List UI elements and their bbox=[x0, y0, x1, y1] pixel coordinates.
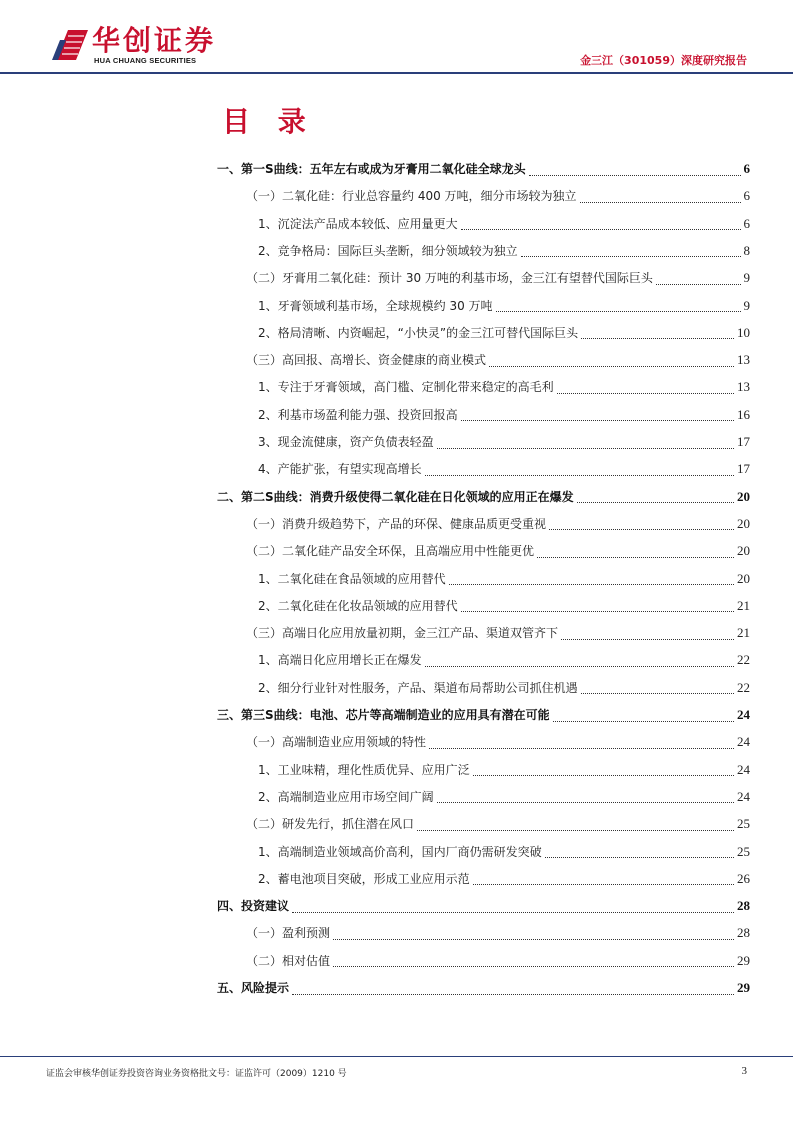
report-title: 金三江（301059）深度研究报告 bbox=[580, 54, 747, 67]
toc-entry-page: 20 bbox=[737, 488, 750, 504]
toc-entry[interactable] bbox=[246, 624, 750, 646]
toc-entry[interactable] bbox=[246, 542, 750, 564]
toc-entry-page: 26 bbox=[737, 870, 750, 886]
toc-entry-label: 1、沉淀法产品成本较低、应用量更大 bbox=[258, 216, 458, 231]
toc-entry-page: 13 bbox=[737, 352, 750, 368]
toc-leader-dots bbox=[529, 175, 741, 176]
toc-entry[interactable] bbox=[258, 788, 750, 810]
toc-leader-dots bbox=[429, 748, 734, 749]
toc-leader-dots bbox=[449, 584, 734, 585]
toc-entry-label: 五、风险提示 bbox=[217, 981, 290, 995]
page-number: 3 bbox=[741, 1065, 747, 1077]
toc-entry-page: 20 bbox=[737, 570, 750, 586]
toc-leader-dots bbox=[545, 857, 734, 858]
toc-leader-dots bbox=[461, 229, 741, 230]
toc-entry-label: 3、现金流健康，资产负债表轻盈 bbox=[258, 435, 434, 449]
toc-entry-label: （二）相对估值 bbox=[246, 953, 331, 968]
toc-entry-page: 29 bbox=[737, 980, 750, 995]
toc-entry[interactable] bbox=[258, 870, 750, 892]
toc-entry[interactable] bbox=[217, 488, 750, 510]
toc-entry-label: 2、细分行业针对性服务，产品、渠道布局帮助公司抓住机遇 bbox=[258, 680, 578, 695]
toc-entry[interactable] bbox=[258, 651, 750, 673]
toc-entry-label: 一、第一S曲线：五年左右或成为牙膏用二氧化硅全球龙头 bbox=[217, 162, 526, 176]
toc-leader-dots bbox=[549, 529, 734, 530]
toc-entry-page: 22 bbox=[737, 679, 750, 695]
toc-entry-label: （二）二氧化硅产品安全环保，且高端应用中性能更优 bbox=[246, 544, 535, 559]
toc-leader-dots bbox=[577, 502, 734, 503]
toc-leader-dots bbox=[473, 884, 734, 885]
toc-entry-page: 17 bbox=[737, 461, 750, 477]
toc-leader-dots bbox=[425, 475, 734, 476]
toc-entry-page: 25 bbox=[737, 843, 750, 859]
toc-entry-page: 28 bbox=[737, 898, 750, 914]
toc-entry-page: 24 bbox=[737, 707, 750, 722]
toc-leader-dots bbox=[461, 611, 734, 612]
toc-leader-dots bbox=[437, 802, 734, 803]
toc-entry[interactable] bbox=[246, 924, 750, 946]
toc-entry[interactable] bbox=[217, 897, 750, 919]
toc-entry-label: 2、利基市场盈利能力强、投资回报高 bbox=[258, 407, 458, 422]
toc-entry-label: 2、格局清晰、内资崛起，“小快灵”的金三江可替代国际巨头 bbox=[258, 325, 579, 340]
toc-entry-label: 1、二氧化硅在食品领域的应用替代 bbox=[258, 571, 446, 586]
toc-entry[interactable] bbox=[217, 160, 750, 182]
toc-entry[interactable] bbox=[258, 570, 750, 592]
toc-leader-dots bbox=[461, 420, 734, 421]
toc-entry-label: 4、产能扩张，有望实现高增长 bbox=[258, 462, 422, 477]
toc-entry[interactable] bbox=[258, 761, 750, 783]
toc-entry-page: 29 bbox=[737, 952, 750, 968]
toc-leader-dots bbox=[581, 338, 734, 339]
toc-entry[interactable] bbox=[258, 324, 750, 346]
toc-entry[interactable] bbox=[246, 351, 750, 373]
toc-leader-dots bbox=[417, 830, 734, 831]
toc-leader-dots bbox=[581, 693, 734, 694]
toc-entry-page: 9 bbox=[743, 270, 750, 286]
toc-entry[interactable] bbox=[217, 979, 750, 1001]
toc-entry-page: 6 bbox=[743, 188, 750, 204]
toc-entry-label: （一）二氧化硅：行业总容量约 400 万吨，细分市场较为独立 bbox=[246, 189, 577, 204]
toc-leader-dots bbox=[557, 393, 734, 394]
page-header bbox=[0, 0, 793, 76]
toc-entry-page: 17 bbox=[737, 434, 750, 449]
toc-entry-label: （一）消费升级趋势下，产品的环保、健康品质更受重视 bbox=[246, 516, 547, 531]
toc-entry[interactable] bbox=[258, 242, 750, 264]
toc-leader-dots bbox=[473, 775, 734, 776]
toc-entry-label: 二、第二S曲线：消费升级使得二氧化硅在日化领域的应用正在爆发 bbox=[217, 489, 574, 504]
toc-entry[interactable] bbox=[258, 460, 750, 482]
toc-entry-label: （二）牙膏用二氧化硅：预计 30 万吨的利基市场，金三江有望替代国际巨头 bbox=[246, 271, 653, 286]
toc-entry-label: 2、高端制造业应用市场空间广阔 bbox=[258, 789, 434, 804]
toc-entry[interactable] bbox=[246, 815, 750, 837]
huachuang-logo-icon bbox=[50, 26, 90, 66]
toc-leader-dots bbox=[561, 639, 734, 640]
toc-entry[interactable] bbox=[246, 269, 750, 291]
toc-entry[interactable] bbox=[258, 433, 750, 455]
toc-entry-page: 24 bbox=[737, 761, 750, 777]
toc-entry-page: 28 bbox=[737, 925, 750, 941]
toc-leader-dots bbox=[656, 284, 741, 285]
toc-leader-dots bbox=[292, 994, 734, 995]
toc-leader-dots bbox=[292, 912, 734, 913]
toc-entry[interactable] bbox=[258, 597, 750, 619]
logo-text: 华创证券 bbox=[92, 24, 217, 57]
toc-entry[interactable] bbox=[258, 406, 750, 428]
toc-leader-dots bbox=[425, 666, 734, 667]
toc-entry[interactable] bbox=[258, 297, 750, 319]
toc-entry[interactable] bbox=[258, 679, 750, 701]
toc-entry-label: （一）盈利预测 bbox=[246, 926, 331, 941]
toc-entry-page: 24 bbox=[737, 734, 750, 750]
toc-entry-label: 1、专注于牙膏领域，高门槛、定制化带来稳定的高毛利 bbox=[258, 380, 554, 395]
header-divider bbox=[0, 72, 793, 74]
toc-entry-label: 1、牙膏领域利基市场，全球规模约 30 万吨 bbox=[258, 298, 493, 313]
toc-heading: 目 录 bbox=[222, 105, 315, 138]
toc-entry-page: 21 bbox=[737, 625, 750, 641]
toc-entry-page: 10 bbox=[737, 324, 750, 340]
toc-entry-page: 8 bbox=[743, 242, 750, 258]
toc-entry-label: 四、投资建议 bbox=[217, 899, 290, 914]
toc-entry[interactable] bbox=[246, 515, 750, 537]
toc-entry[interactable] bbox=[246, 187, 750, 209]
toc-leader-dots bbox=[333, 966, 734, 967]
toc-entry-label: 2、竞争格局：国际巨头垄断，细分领域较为独立 bbox=[258, 243, 518, 258]
toc-entry[interactable] bbox=[246, 733, 750, 755]
toc-entry[interactable] bbox=[258, 843, 750, 865]
toc-entry[interactable] bbox=[258, 215, 750, 237]
toc-entry-label: 2、蓄电池项目突破，形成工业应用示范 bbox=[258, 871, 470, 886]
toc-entry[interactable] bbox=[246, 952, 750, 974]
toc-entry-page: 13 bbox=[737, 379, 750, 395]
toc-entry-page: 9 bbox=[743, 297, 750, 313]
toc-entry-page: 25 bbox=[737, 816, 750, 832]
toc-leader-dots bbox=[496, 311, 741, 312]
toc-leader-dots bbox=[580, 202, 741, 203]
toc-entry-label: （二）研发先行，抓住潜在风口 bbox=[246, 817, 415, 832]
toc-entry-page: 21 bbox=[737, 597, 750, 613]
logo-english-text: HUA CHUANG SECURITIES bbox=[94, 56, 197, 65]
toc-entry-page: 20 bbox=[737, 515, 750, 531]
toc-entry-label: 1、高端制造业领域高价高利，国内厂商仍需研发突破 bbox=[258, 844, 542, 859]
toc-entry-page: 6 bbox=[743, 161, 750, 176]
footer-divider bbox=[0, 1056, 793, 1057]
toc-entry-label: （三）高回报、高增长、资金健康的商业模式 bbox=[246, 353, 487, 368]
footer-license: 证监会审核华创证券投资咨询业务资格批文号：证监许可（2009）1210 号 bbox=[46, 1069, 347, 1079]
toc-entry-label: 2、二氧化硅在化妆品领域的应用替代 bbox=[258, 598, 458, 613]
toc-entry-page: 16 bbox=[737, 406, 750, 422]
toc-entry[interactable] bbox=[217, 706, 750, 728]
toc-leader-dots bbox=[553, 721, 734, 722]
toc-leader-dots bbox=[537, 557, 734, 558]
toc-entry-page: 6 bbox=[743, 215, 750, 231]
toc-entry-page: 20 bbox=[737, 543, 750, 559]
toc-leader-dots bbox=[437, 448, 734, 449]
toc-entry[interactable] bbox=[258, 378, 750, 400]
toc-entry-label: 1、高端日化应用增长正在爆发 bbox=[258, 653, 422, 668]
toc-leader-dots bbox=[333, 939, 734, 940]
toc-entry-page: 22 bbox=[737, 652, 750, 668]
toc-entry-label: （一）高端制造业应用领域的特性 bbox=[246, 735, 427, 750]
toc-entry-page: 24 bbox=[737, 788, 750, 804]
toc-leader-dots bbox=[521, 256, 741, 257]
toc-entry-label: （三）高端日化应用放量初期，金三江产品、渠道双管齐下 bbox=[246, 626, 559, 641]
toc-entry-label: 三、第三S曲线：电池、芯片等高端制造业的应用具有潜在可能 bbox=[217, 708, 550, 722]
toc-leader-dots bbox=[489, 366, 734, 367]
toc-entry-label: 1、工业味精，理化性质优异、应用广泛 bbox=[258, 762, 470, 777]
